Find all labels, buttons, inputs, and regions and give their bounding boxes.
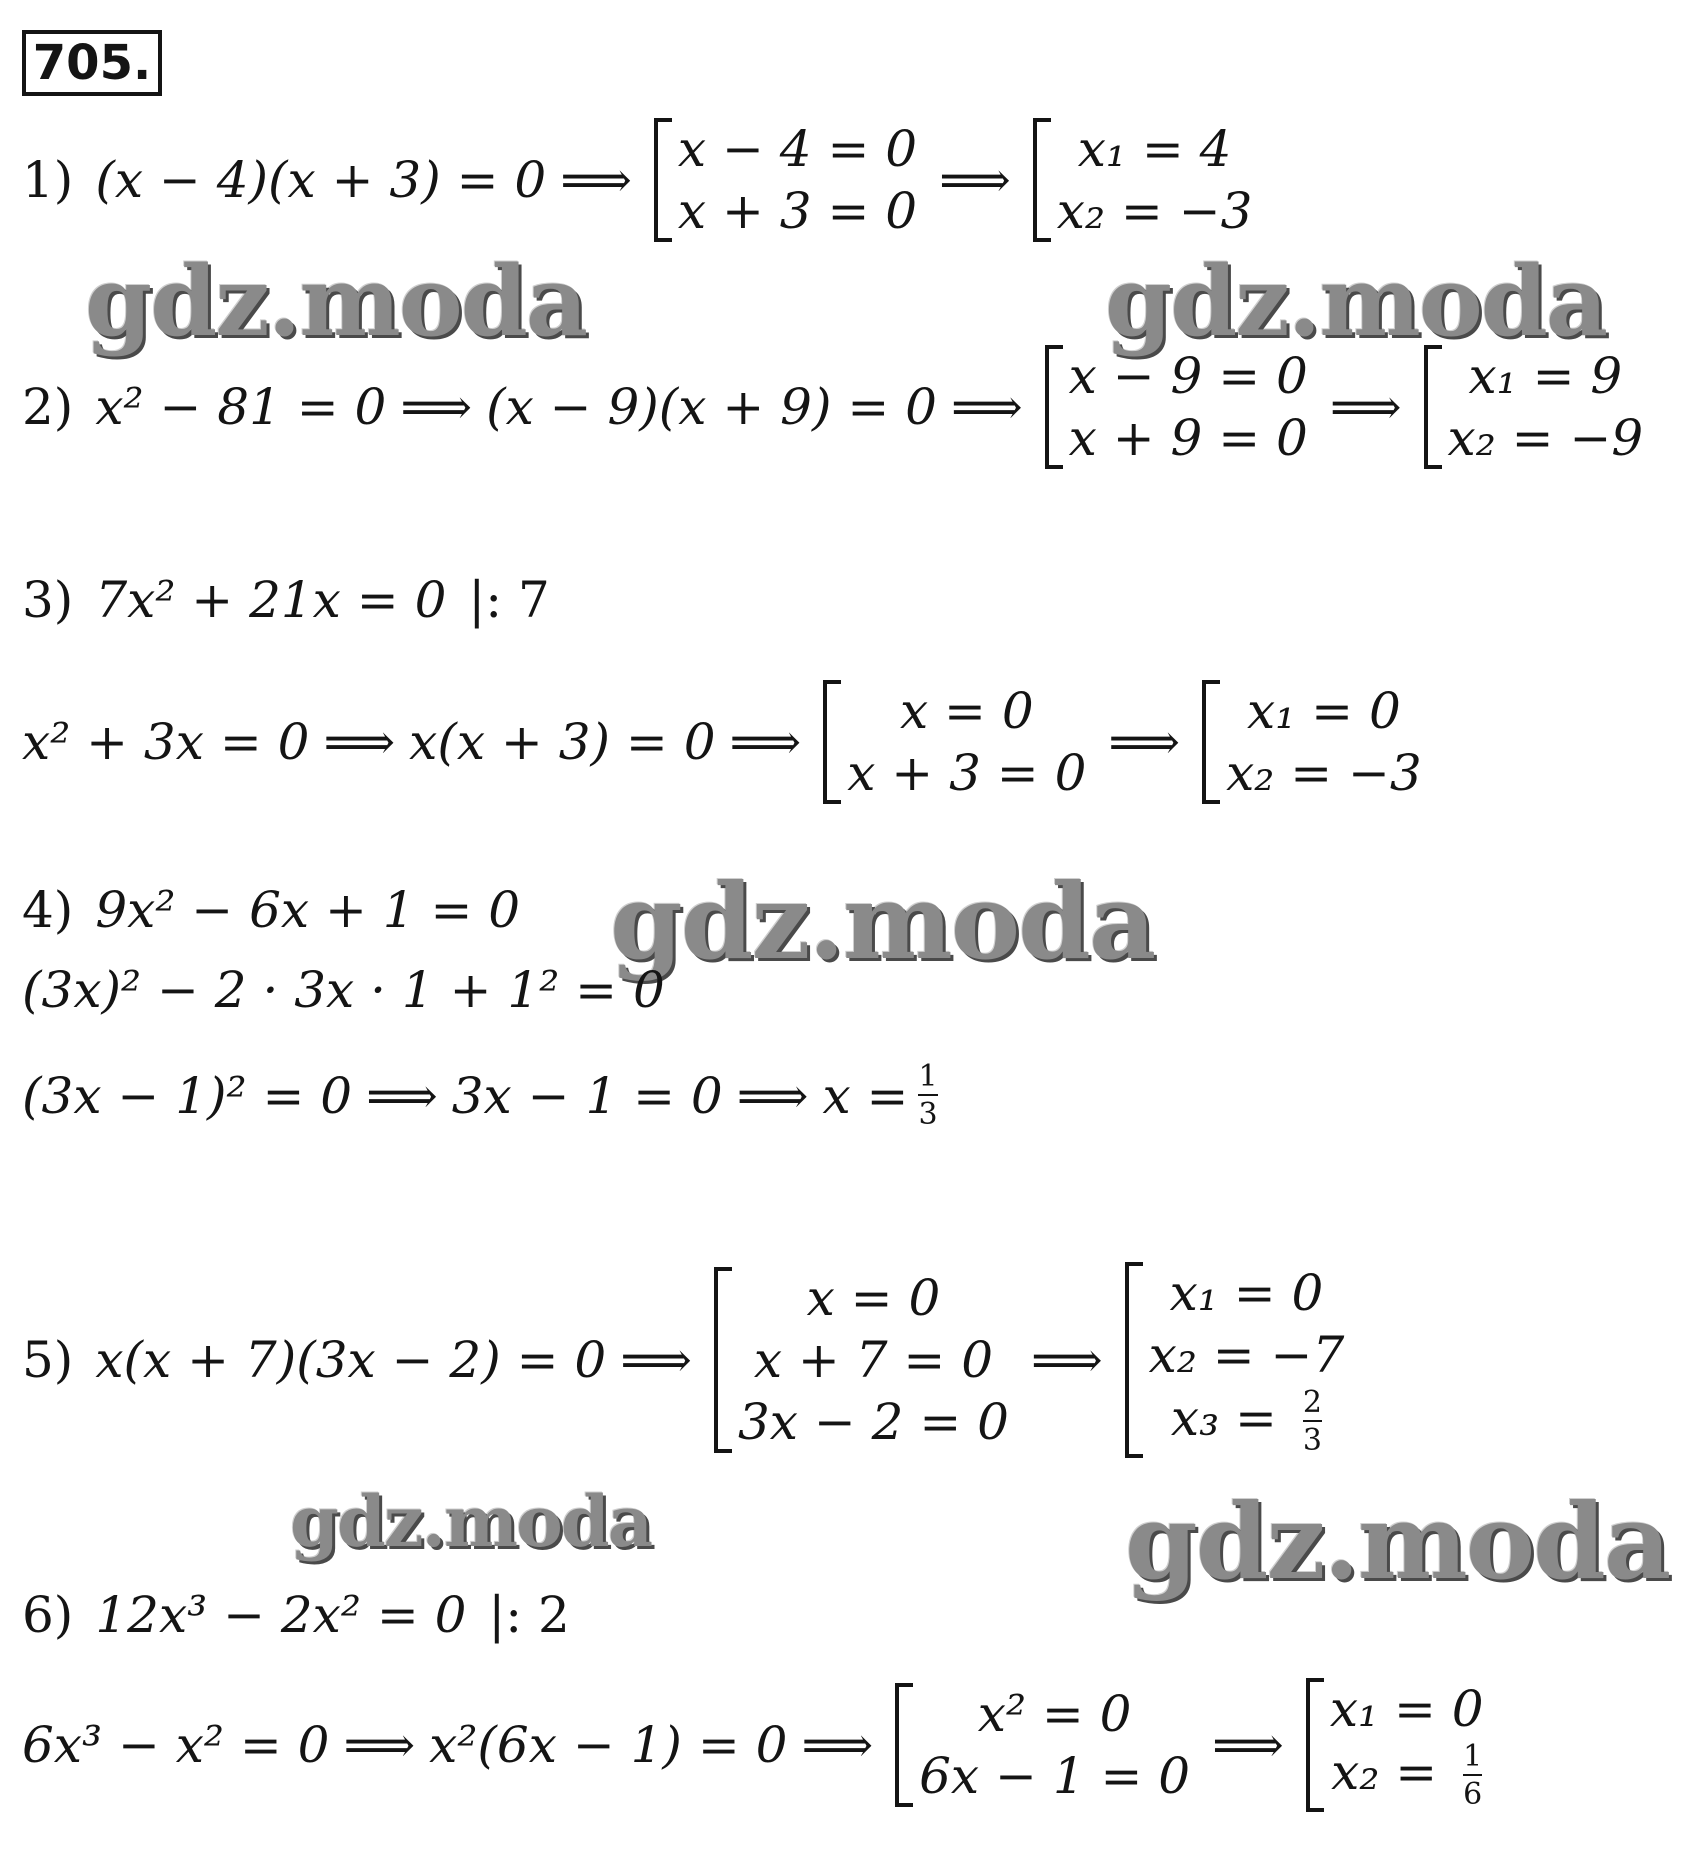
problem-1-result [1033,118,1253,242]
problem-4-linear: 3x − 1 = 0 [451,1067,723,1125]
problem-2-system [1045,345,1308,469]
problem-3-system [823,680,1086,804]
implies-arrow: ⟹ [343,1716,416,1774]
problem-1-label: 1) [22,151,74,209]
problem-5-system-row: x = 0 [806,1269,941,1327]
problem-6-system-row: x² = 0 [977,1685,1132,1743]
problem-4-step-1 [22,960,1685,1020]
problem-5-result [1125,1262,1345,1458]
implies-arrow: ⟹ [1212,1716,1284,1774]
exercise-number: 705. [22,30,162,96]
problem-6-system [895,1683,1190,1807]
watermark: gdz.moda [610,860,1155,983]
implies-arrow: ⟹ [1030,1331,1103,1389]
problem-5-system [714,1267,1009,1453]
problem-2-system-row: x − 9 = 0 [1068,347,1308,405]
bracket-icon [1306,1678,1324,1812]
problem-3-factored: x(x + 3) = 0 [409,713,716,771]
fraction-denominator: 6 [1463,1774,1482,1812]
bracket-icon [1033,118,1051,242]
problem-3 [22,570,1685,630]
fraction-denominator: 3 [918,1094,937,1132]
implies-arrow: ⟹ [736,1067,809,1125]
problem-6-root-fraction-row [1330,1740,1484,1812]
watermark: gdz.moda [290,1480,652,1563]
implies-arrow: ⟹ [729,713,802,771]
implies-arrow: ⟹ [620,1331,692,1389]
problem-4-step-2 [22,1060,1685,1132]
problem-2-system-row: x + 9 = 0 [1068,409,1308,467]
problem-5-system-row: x + 7 = 0 [753,1331,994,1389]
problem-4-perfect-square: (3x − 1)² = 0 [22,1067,353,1125]
problem-3-root: x₂ = −3 [1226,744,1422,802]
problem-6-system-row: 6x − 1 = 0 [919,1747,1191,1805]
bracket-icon [1424,345,1442,469]
problem-5-label: 5) [22,1331,74,1389]
problem-1-equation: (x − 4)(x + 3) = 0 [95,151,547,209]
watermark: gdz.moda [1105,245,1607,358]
problem-1-system-row: x − 4 = 0 [677,120,918,178]
problem-2-factored: (x − 9)(x + 9) = 0 [486,378,937,436]
problem-3-system-row: x = 0 [899,682,1034,740]
bracket-icon [1202,680,1220,804]
problem-2-label: 2) [22,378,74,436]
bracket-icon [714,1267,732,1453]
problem-5-root-fraction-row [1149,1386,1345,1458]
bracket-icon [1125,1262,1143,1458]
problem-4-square-form: (3x)² − 2 · 3x · 1 + 1² = 0 [22,961,665,1019]
problem-6-result [1306,1678,1484,1812]
problem-1-system-row: x + 3 = 0 [677,182,918,240]
problem-5-root: x₁ = 0 [1169,1264,1324,1322]
problem-4-root: x = [822,1067,909,1125]
fraction-numerator: 1 [1463,1739,1483,1774]
problem-5-fraction [1303,1386,1322,1458]
problem-6 [22,1585,1685,1645]
problem-1-system [654,118,917,242]
bracket-icon [895,1683,913,1807]
watermark: gdz.moda [85,245,587,358]
problem-6-solution [22,1670,1685,1820]
problem-3-result [1202,680,1422,804]
problem-5-system-row: 3x − 2 = 0 [737,1393,1009,1451]
implies-arrow: ⟹ [366,1067,438,1125]
problem-3-solution [22,680,1685,804]
implies-arrow: ⟹ [400,378,473,436]
implies-arrow: ⟹ [801,1716,874,1774]
fraction-numerator: 1 [918,1059,938,1094]
problem-1-root: x₁ = 4 [1077,120,1232,178]
bracket-icon [654,118,672,242]
implies-arrow: ⟹ [323,713,396,771]
problem-5-root: x₃ = [1170,1389,1277,1447]
fraction-numerator: 2 [1302,1385,1322,1420]
problem-3-system-row: x + 3 = 0 [847,744,1087,802]
problem-4-equation: 9x² − 6x + 1 = 0 [95,881,521,939]
problem-1 [22,118,1685,242]
problem-6-reduced: 6x³ − x² = 0 [22,1716,330,1774]
problem-5-equation: x(x + 7)(3x − 2) = 0 [95,1331,607,1389]
problem-1-root: x₂ = −3 [1056,182,1253,240]
problem-5 [22,1260,1685,1460]
problem-2-result [1424,345,1644,469]
problem-2 [22,345,1685,469]
problem-3-root: x₁ = 0 [1247,682,1401,740]
problem-3-equation: 7x² + 21x = 0 [95,571,447,629]
problem-2-root: x₁ = 9 [1468,347,1623,405]
problem-4-fraction [918,1060,937,1132]
implies-arrow: ⟹ [1108,713,1181,771]
bracket-icon [1045,345,1063,469]
problem-2-equation: x² − 81 = 0 [95,378,387,436]
fraction-denominator: 3 [1303,1420,1322,1458]
implies-arrow: ⟹ [560,151,632,209]
problem-2-root: x₂ = −9 [1447,409,1644,467]
watermark: gdz.moda [1125,1480,1670,1603]
problem-6-label: 6) [22,1586,74,1644]
problem-4-label: 4) [22,881,74,939]
problem-6-divisor: |: 2 [488,1586,570,1644]
problem-6-root: x₂ = [1331,1743,1438,1801]
problem-3-divisor: |: 7 [468,571,550,629]
problem-5-root: x₂ = −7 [1148,1326,1345,1384]
problem-6-fraction [1463,1740,1482,1812]
problem-6-equation: 12x³ − 2x² = 0 [95,1586,467,1644]
implies-arrow: ⟹ [1329,378,1402,436]
problem-6-root: x₁ = 0 [1329,1680,1484,1738]
bracket-icon [823,680,841,804]
implies-arrow: ⟹ [950,378,1023,436]
implies-arrow: ⟹ [939,151,1011,209]
problem-6-factored: x²(6x − 1) = 0 [429,1716,788,1774]
problem-3-label: 3) [22,571,74,629]
problem-3-reduced: x² + 3x = 0 [22,713,310,771]
